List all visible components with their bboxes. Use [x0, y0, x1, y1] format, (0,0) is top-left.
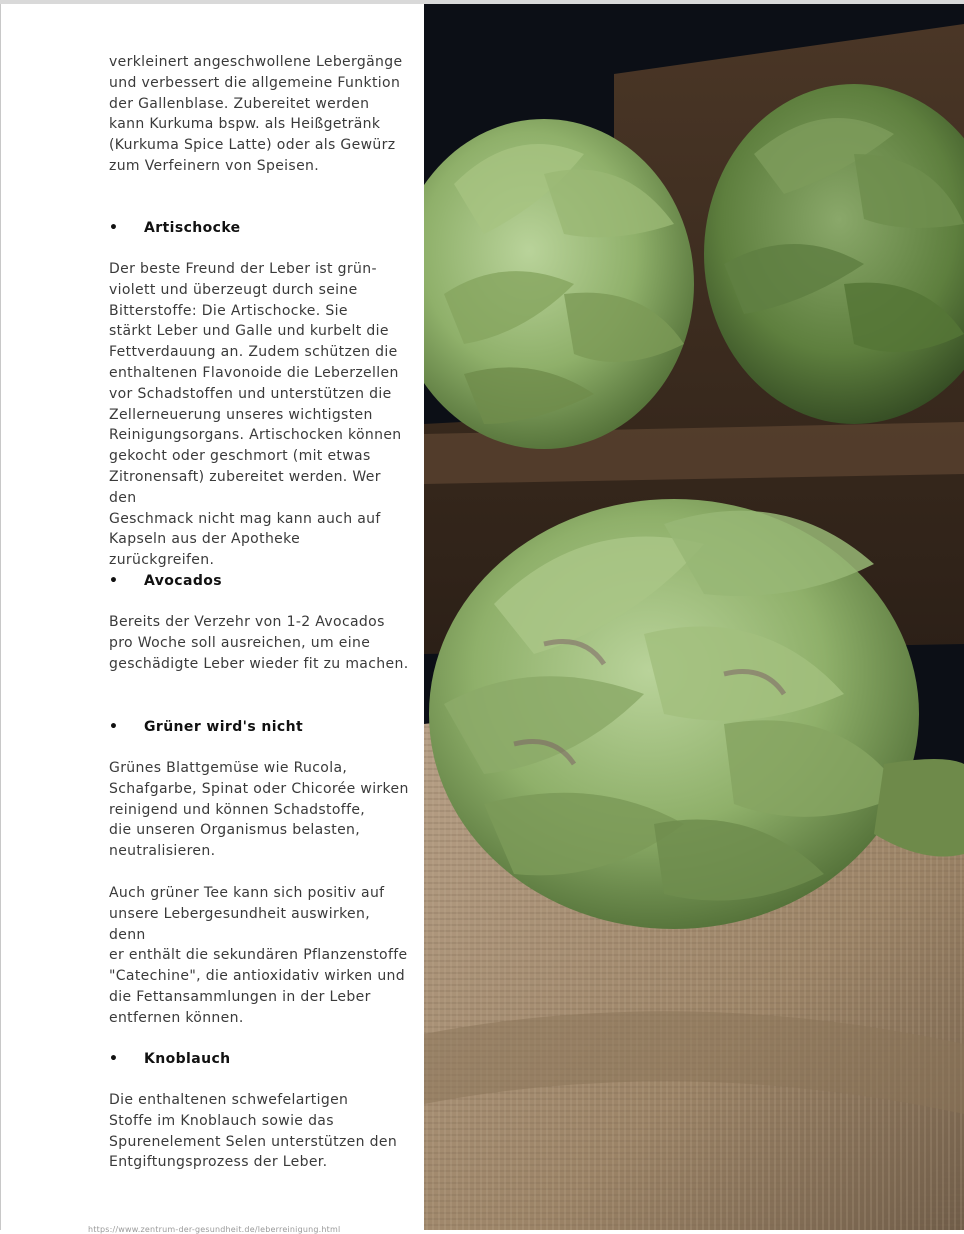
text-line: Bitterstoffe: Die Artischocke. Sie [109, 302, 348, 319]
section-heading-knoblauch [109, 1049, 409, 1069]
text-line: Der beste Freund der Leber ist grün- [109, 261, 377, 277]
text-line: er enthält die sekundären Pflanzenstoffe [109, 947, 408, 964]
text-line: Die enthaltenen schwefelartigen [109, 1092, 349, 1108]
heading-label: Grüner wird's nicht [144, 719, 304, 735]
knoblauch-paragraph [109, 1090, 409, 1173]
text-line: zum Verfeinern von Speisen. [109, 157, 320, 174]
text-line: der Gallenblase. Zubereitet werden [109, 95, 370, 112]
heading-label: Avocados [144, 573, 222, 589]
text-line: (Kurkuma Spice Latte) oder als Gewürz [109, 137, 396, 154]
avocados-paragraph [109, 612, 409, 674]
section-heading-artischocke [109, 218, 409, 238]
text-line: Fettverdauung an. Zudem schützen die [109, 344, 398, 361]
text-line: Spurenelement Selen unterstützen den [109, 1133, 398, 1150]
bullet-icon: • [109, 719, 118, 735]
text-line: und verbessert die allgemeine Funktion [109, 74, 401, 91]
gruener-paragraph-2 [109, 883, 409, 1029]
text-line: Zitronensaft) zubereitet werden. Wer den [109, 468, 381, 506]
text-line: die Fettansammlungen in der Leber [109, 988, 371, 1005]
gruener-paragraph-1 [109, 758, 409, 862]
text-line: Reinigungsorgans. Artischocken können [109, 427, 402, 444]
text-line: Geschmack nicht mag kann auch auf [109, 510, 381, 527]
text-line: unsere Lebergesundheit auswirken, denn [109, 905, 371, 943]
text-line: gekocht oder geschmort (mit etwas [109, 448, 371, 465]
text-line: reinigend und können Schadstoffe, [109, 801, 366, 818]
artischocke-paragraph [109, 259, 409, 571]
text-line: enthaltenen Flavonoide die Leberzellen [109, 364, 399, 381]
text-line: pro Woche soll ausreichen, um eine [109, 634, 371, 651]
text-line: vor Schadstoffen und unterstützen die [109, 385, 392, 402]
text-line: kann Kurkuma bspw. als Heißgetränk [109, 116, 381, 133]
text-line: Auch grüner Tee kann sich positiv auf [109, 885, 385, 901]
text-line: neutralisieren. [109, 843, 216, 860]
bullet-icon: • [109, 573, 118, 589]
artichoke-photo [424, 4, 964, 1230]
text-line: geschädigte Leber wieder fit zu machen. [109, 655, 409, 672]
text-line: violett und überzeugt durch seine [109, 281, 358, 298]
bullet-icon: • [109, 1051, 118, 1067]
section-heading-avocados [109, 571, 409, 591]
text-line: Kapseln aus der Apotheke zurückgreifen. [109, 531, 301, 569]
bullet-icon: • [109, 220, 118, 236]
text-line: Zellerneuerung unseres wichtigsten [109, 406, 373, 423]
intro-paragraph [109, 52, 409, 177]
source-url: https://www.zentrum-der-gesundheit.de/leberreinigung.html [88, 1225, 341, 1234]
text-line: "Catechine", die antioxidativ wirken und [109, 968, 406, 985]
text-column [0, 4, 424, 1234]
text-line: stärkt Leber und Galle und kurbelt die [109, 323, 389, 340]
text-line: verkleinert angeschwollene Lebergänge [109, 54, 403, 70]
text-line: Stoffe im Knoblauch sowie das [109, 1112, 334, 1129]
heading-label: Knoblauch [144, 1051, 231, 1067]
text-line: Schafgarbe, Spinat oder Chicorée wirken [109, 780, 409, 797]
text-line: die unseren Organismus belasten, [109, 822, 361, 839]
text-line: Grünes Blattgemüse wie Rucola, [109, 760, 348, 776]
section-heading-gruener [109, 717, 409, 737]
heading-label: Artischocke [144, 220, 241, 236]
text-line: entfernen können. [109, 1009, 244, 1026]
text-line: Bereits der Verzehr von 1-2 Avocados [109, 614, 385, 630]
text-line: Entgiftungsprozess der Leber. [109, 1154, 328, 1171]
